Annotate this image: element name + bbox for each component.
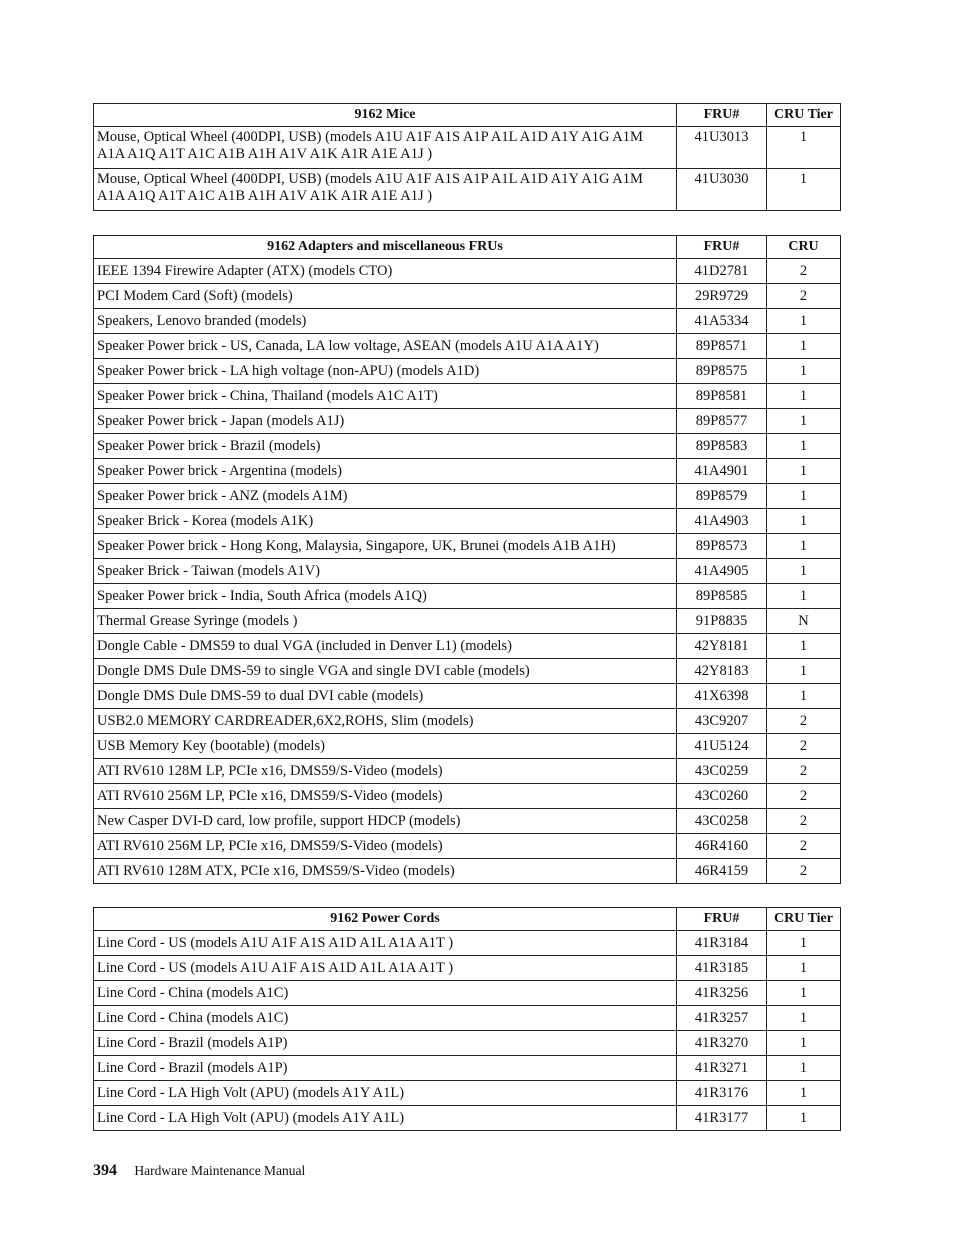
cell-cru-tier: 2: [767, 734, 841, 759]
cell-description: Dongle DMS Dule DMS-59 to single VGA and single DVI cable (models): [94, 659, 677, 684]
cell-fru-number: 43C0259: [677, 759, 767, 784]
table-row: [94, 809, 841, 834]
cell-cru-tier: 2: [767, 259, 841, 284]
table-row: [94, 931, 841, 956]
cell-cru-tier: 1: [767, 169, 841, 211]
cell-description: Speaker Power brick - Brazil (models): [94, 434, 677, 459]
cell-fru-number: 89P8585: [677, 584, 767, 609]
table-row: [94, 384, 841, 409]
cell-fru-number: 41R3176: [677, 1081, 767, 1106]
cell-description: IEEE 1394 Firewire Adapter (ATX) (models CTO): [94, 259, 677, 284]
cell-fru-number: 29R9729: [677, 284, 767, 309]
cell-fru-number: 41X6398: [677, 684, 767, 709]
column-header-cru: CRU Tier: [767, 104, 841, 127]
cell-fru-number: 41A5334: [677, 309, 767, 334]
cell-cru-tier: 1: [767, 534, 841, 559]
table-row: [94, 784, 841, 809]
cell-description: New Casper DVI-D card, low profile, support HDCP (models): [94, 809, 677, 834]
cell-description: ATI RV610 256M LP, PCIe x16, DMS59/S-Video (models): [94, 784, 677, 809]
cell-fru-number: 41A4901: [677, 459, 767, 484]
table-row: [94, 309, 841, 334]
table-row: [94, 127, 841, 169]
column-header-fru: FRU#: [677, 236, 767, 259]
cell-cru-tier: 2: [767, 759, 841, 784]
table-row: [94, 1006, 841, 1031]
footer-title: Hardware Maintenance Manual: [134, 1163, 306, 1178]
cell-fru-number: 41R3270: [677, 1031, 767, 1056]
table-header-row: [94, 236, 841, 259]
cell-fru-number: 41R3256: [677, 981, 767, 1006]
cell-cru-tier: 2: [767, 284, 841, 309]
cell-description: Speaker Power brick - China, Thailand (models A1C A1T): [94, 384, 677, 409]
cell-cru-tier: 1: [767, 1106, 841, 1131]
column-header-cru: CRU Tier: [767, 908, 841, 931]
cell-description: Line Cord - China (models A1C): [94, 981, 677, 1006]
table-row: [94, 609, 841, 634]
cell-cru-tier: 2: [767, 859, 841, 884]
table-row: [94, 859, 841, 884]
table-row: [94, 1106, 841, 1131]
table-row: [94, 834, 841, 859]
cell-cru-tier: 1: [767, 634, 841, 659]
cell-description: PCI Modem Card (Soft) (models): [94, 284, 677, 309]
cell-fru-number: 41A4903: [677, 509, 767, 534]
table-row: [94, 1031, 841, 1056]
table-row: [94, 734, 841, 759]
cell-cru-tier: 2: [767, 834, 841, 859]
table-row: [94, 534, 841, 559]
cell-cru-tier: 1: [767, 509, 841, 534]
table-row: [94, 409, 841, 434]
cell-fru-number: 41R3184: [677, 931, 767, 956]
cell-description: Line Cord - Brazil (models A1P): [94, 1031, 677, 1056]
cell-fru-number: 46R4160: [677, 834, 767, 859]
cell-cru-tier: 1: [767, 956, 841, 981]
cell-cru-tier: 1: [767, 334, 841, 359]
column-header-description: 9162 Adapters and miscellaneous FRUs: [94, 236, 677, 259]
table-row: [94, 759, 841, 784]
table-row: [94, 1056, 841, 1081]
cell-fru-number: 41R3177: [677, 1106, 767, 1131]
table-row: [94, 334, 841, 359]
cell-fru-number: 89P8575: [677, 359, 767, 384]
cell-description: Dongle Cable - DMS59 to dual VGA (included in Denver L1) (models): [94, 634, 677, 659]
cell-fru-number: 91P8835: [677, 609, 767, 634]
cell-fru-number: 89P8573: [677, 534, 767, 559]
cell-cru-tier: 1: [767, 1056, 841, 1081]
column-header-description: 9162 Mice: [94, 104, 677, 127]
adapters-table: [93, 235, 841, 884]
cell-cru-tier: 1: [767, 584, 841, 609]
cell-description: Speaker Power brick - US, Canada, LA low voltage, ASEAN (models A1U A1A A1Y): [94, 334, 677, 359]
cell-fru-number: 41A4905: [677, 559, 767, 584]
table-row: [94, 259, 841, 284]
column-header-cru: CRU: [767, 236, 841, 259]
cell-cru-tier: 1: [767, 659, 841, 684]
mice-table: [93, 103, 841, 211]
cell-fru-number: 41R3271: [677, 1056, 767, 1081]
cell-description: USB Memory Key (bootable) (models): [94, 734, 677, 759]
cell-description: Speaker Power brick - Japan (models A1J): [94, 409, 677, 434]
cell-description: ATI RV610 256M LP, PCIe x16, DMS59/S-Video (models): [94, 834, 677, 859]
cell-description: Speaker Power brick - LA high voltage (non-APU) (models A1D): [94, 359, 677, 384]
cell-description: Speaker Power brick - Hong Kong, Malaysia, Singapore, UK, Brunei (models A1B A1H): [94, 534, 677, 559]
column-header-description: 9162 Power Cords: [94, 908, 677, 931]
cell-description: Speaker Power brick - India, South Africa (models A1Q): [94, 584, 677, 609]
table-row: [94, 659, 841, 684]
table-row: [94, 684, 841, 709]
cell-cru-tier: 1: [767, 309, 841, 334]
table-row: [94, 956, 841, 981]
cell-fru-number: 41U5124: [677, 734, 767, 759]
cell-fru-number: 43C0258: [677, 809, 767, 834]
cell-fru-number: 41R3257: [677, 1006, 767, 1031]
cell-fru-number: 42Y8183: [677, 659, 767, 684]
cell-description: USB2.0 MEMORY CARDREADER,6X2,ROHS, Slim (models): [94, 709, 677, 734]
cell-fru-number: 89P8579: [677, 484, 767, 509]
table-row: [94, 169, 841, 211]
cell-cru-tier: N: [767, 609, 841, 634]
cell-description: Mouse, Optical Wheel (400DPI, USB) (models A1U A1F A1S A1P A1L A1D A1Y A1G A1M A1A A1Q A1T A1C A1B A1H A1V A1K A1R A1E A1J ): [94, 127, 677, 169]
cell-cru-tier: 1: [767, 1031, 841, 1056]
cell-fru-number: 43C9207: [677, 709, 767, 734]
cell-fru-number: 43C0260: [677, 784, 767, 809]
cell-cru-tier: 2: [767, 709, 841, 734]
cell-description: Speaker Power brick - ANZ (models A1M): [94, 484, 677, 509]
column-header-fru: FRU#: [677, 104, 767, 127]
cell-cru-tier: 1: [767, 459, 841, 484]
table-header-row: [94, 908, 841, 931]
table-row: [94, 1081, 841, 1106]
table-row: [94, 359, 841, 384]
table-row: [94, 981, 841, 1006]
cell-cru-tier: 1: [767, 981, 841, 1006]
cell-fru-number: 89P8583: [677, 434, 767, 459]
cell-fru-number: 41U3030: [677, 169, 767, 211]
table-row: [94, 634, 841, 659]
cell-cru-tier: 1: [767, 384, 841, 409]
cell-cru-tier: 1: [767, 931, 841, 956]
cell-cru-tier: 1: [767, 559, 841, 584]
cell-cru-tier: 1: [767, 359, 841, 384]
cell-description: Line Cord - LA High Volt (APU) (models A1Y A1L): [94, 1081, 677, 1106]
cell-description: Thermal Grease Syringe (models ): [94, 609, 677, 634]
cell-description: ATI RV610 128M LP, PCIe x16, DMS59/S-Video (models): [94, 759, 677, 784]
cell-cru-tier: 1: [767, 684, 841, 709]
cell-cru-tier: 1: [767, 409, 841, 434]
cell-fru-number: 89P8571: [677, 334, 767, 359]
cell-cru-tier: 1: [767, 484, 841, 509]
cell-fru-number: 41U3013: [677, 127, 767, 169]
page-footer: [93, 1162, 305, 1180]
cell-description: ATI RV610 128M ATX, PCIe x16, DMS59/S-Video (models): [94, 859, 677, 884]
table-row: [94, 584, 841, 609]
cell-description: Speakers, Lenovo branded (models): [94, 309, 677, 334]
cell-description: Line Cord - China (models A1C): [94, 1006, 677, 1031]
cell-description: Speaker Brick - Korea (models A1K): [94, 509, 677, 534]
cell-cru-tier: 1: [767, 1081, 841, 1106]
cell-fru-number: 41D2781: [677, 259, 767, 284]
cell-description: Line Cord - US (models A1U A1F A1S A1D A1L A1A A1T ): [94, 956, 677, 981]
cell-description: Line Cord - LA High Volt (APU) (models A1Y A1L): [94, 1106, 677, 1131]
cell-fru-number: 42Y8181: [677, 634, 767, 659]
table-row: [94, 284, 841, 309]
cell-description: Line Cord - US (models A1U A1F A1S A1D A1L A1A A1T ): [94, 931, 677, 956]
cell-description: Speaker Power brick - Argentina (models): [94, 459, 677, 484]
table-row: [94, 459, 841, 484]
cell-cru-tier: 1: [767, 1006, 841, 1031]
cell-fru-number: 41R3185: [677, 956, 767, 981]
cell-description: Dongle DMS Dule DMS-59 to dual DVI cable (models): [94, 684, 677, 709]
cell-cru-tier: 1: [767, 434, 841, 459]
cell-cru-tier: 1: [767, 127, 841, 169]
cell-description: Speaker Brick - Taiwan (models A1V): [94, 559, 677, 584]
power-cords-table: [93, 907, 841, 1131]
cell-fru-number: 46R4159: [677, 859, 767, 884]
table-row: [94, 559, 841, 584]
cell-description: Mouse, Optical Wheel (400DPI, USB) (models A1U A1F A1S A1P A1L A1D A1Y A1G A1M A1A A1Q A1T A1C A1B A1H A1V A1K A1R A1E A1J ): [94, 169, 677, 211]
table-row: [94, 434, 841, 459]
page-number: 394: [93, 1162, 117, 1179]
table-header-row: [94, 104, 841, 127]
column-header-fru: FRU#: [677, 908, 767, 931]
table-row: [94, 509, 841, 534]
table-row: [94, 484, 841, 509]
cell-description: Line Cord - Brazil (models A1P): [94, 1056, 677, 1081]
cell-cru-tier: 2: [767, 784, 841, 809]
table-row: [94, 709, 841, 734]
cell-fru-number: 89P8577: [677, 409, 767, 434]
cell-cru-tier: 2: [767, 809, 841, 834]
cell-fru-number: 89P8581: [677, 384, 767, 409]
